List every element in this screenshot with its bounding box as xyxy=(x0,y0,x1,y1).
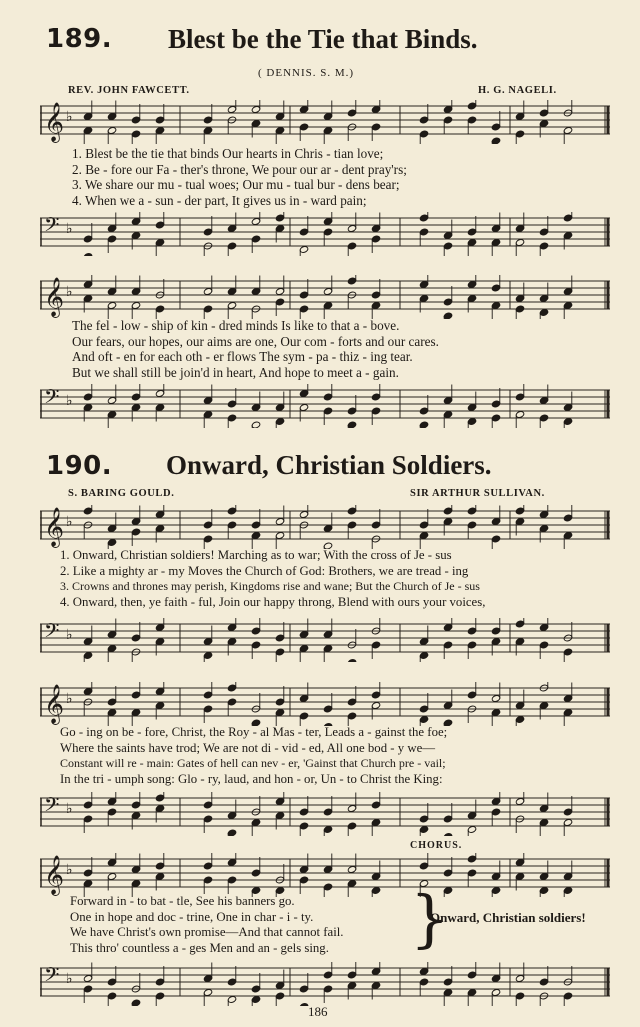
verse-line: 3. Crowns and thrones may perish, Kingdoms rise and wane; But the Church of Je - sus xyxy=(60,579,480,594)
verse-line: In the tri - umph song: Glo - ry, laud, and hon - or, Un - to Christ the King: xyxy=(60,771,443,786)
hymn-190-verses-2 xyxy=(60,725,447,787)
bass-staff xyxy=(40,618,610,662)
bass-staff xyxy=(40,792,610,836)
hymn-189-author: REV. JOHN FAWCETT. xyxy=(68,85,190,96)
hymn-190-composer: SIR ARTHUR SULLIVAN. xyxy=(410,488,545,499)
verse-line: And oft - en for each oth - er flows The sym - pa - thiz - ing tear. xyxy=(72,349,413,365)
svg-text:♭: ♭ xyxy=(66,691,73,707)
hymn-189-tune: ( DENNIS. S. M.) xyxy=(258,67,355,79)
svg-text:𝄞: 𝄞 xyxy=(44,102,65,142)
svg-text:♭: ♭ xyxy=(66,862,73,878)
svg-text:♭: ♭ xyxy=(66,971,73,987)
hymn-190-author: S. BARING GOULD. xyxy=(68,488,175,499)
svg-text:♭: ♭ xyxy=(66,109,73,125)
bass-staff xyxy=(40,212,610,256)
brace: } xyxy=(410,882,450,955)
chorus-label: CHORUS. xyxy=(410,840,463,851)
verse-line: 3. We share our mu - tual woes; Our mu - tual bur - dens bear; xyxy=(72,177,400,193)
verse-line: 4. Onward, then, ye faith - ful, Join our happy throng, Blend with ours your voices, xyxy=(60,594,486,609)
treble-staff xyxy=(40,100,610,144)
hymn-189-verses-2 xyxy=(72,318,439,380)
svg-text:𝄞: 𝄞 xyxy=(44,684,65,724)
verse-line: One in hope and doc - trine, One in char - i - ty. xyxy=(70,909,314,924)
svg-text:𝄢: 𝄢 xyxy=(44,213,60,241)
verse-line: 1. Onward, Christian soldiers! Marching as to war; With the cross of Je - sus xyxy=(60,548,452,562)
hymn-189-composer: H. G. NAGELI. xyxy=(478,85,557,96)
svg-text:♭: ♭ xyxy=(66,801,73,817)
svg-text:♭: ♭ xyxy=(66,221,73,237)
verse-line: Forward in - to bat - tle, See his banners go. xyxy=(70,894,295,908)
svg-text:𝄞: 𝄞 xyxy=(44,277,65,317)
hymn-189-title: Blest be the Tie that Binds. xyxy=(168,24,478,54)
verse-line: The fel - low - ship of kin - dred minds Is like to that a - bove. xyxy=(72,318,400,333)
svg-text:♭: ♭ xyxy=(66,514,73,530)
treble-staff xyxy=(40,853,610,897)
svg-text:𝄢: 𝄢 xyxy=(44,963,60,991)
verse-line: This thro' countless a - ges Men and an - gels sing. xyxy=(70,940,329,955)
svg-text:♭: ♭ xyxy=(66,627,73,643)
treble-staff xyxy=(40,682,610,726)
verse-line: Where the saints have trod; We are not di - vid - ed, All one bod - y we— xyxy=(60,740,436,755)
verse-line: 4. When we a - sun - der part, It gives us in - ward pain; xyxy=(72,192,367,208)
hymn-189-verses-1 xyxy=(72,146,407,208)
page-number: 186 xyxy=(308,1004,328,1019)
svg-text:𝄞: 𝄞 xyxy=(44,507,65,547)
svg-text:♭: ♭ xyxy=(66,393,73,409)
svg-text:𝄞: 𝄞 xyxy=(44,855,65,895)
hymn-190-number: 190. xyxy=(46,451,113,481)
verse-line: But we shall still be join'd in heart, And hope to meet a - gain. xyxy=(72,364,399,380)
verse-line: Go - ing on be - fore, Christ, the Roy - al Mas - ter, Leads a - gainst the foe; xyxy=(60,725,448,739)
treble-staff xyxy=(40,505,610,549)
svg-text:𝄢: 𝄢 xyxy=(44,793,60,821)
bass-staff xyxy=(40,962,610,1006)
svg-text:𝄢: 𝄢 xyxy=(44,385,60,413)
hymn-190-verses-1 xyxy=(60,548,485,610)
refrain-text: Onward, Christian soldiers! xyxy=(430,910,586,925)
bass-staff xyxy=(40,384,610,428)
verse-line: 2. Like a mighty ar - my Moves the Church of God: Brothers, we are tread - ing xyxy=(60,563,469,578)
verse-line: Constant will re - main: Gates of hell can nev - er, 'Gainst that Church pre - vail; xyxy=(60,756,446,771)
hymn-190-verses-3 xyxy=(70,894,344,956)
svg-text:𝄢: 𝄢 xyxy=(44,619,60,647)
verse-line: We have Christ's own promise—And that cannot fail. xyxy=(70,925,344,940)
hymn-190-title: Onward, Christian Soldiers. xyxy=(166,450,492,480)
verse-line: Our fears, our hopes, our aims are one, Our com - forts and our cares. xyxy=(72,333,439,349)
verse-line: 2. Be - fore our Fa - ther's throne, We pour our ar - dent pray'rs; xyxy=(72,161,407,177)
hymn-189-number: 189. xyxy=(46,24,113,54)
svg-text:♭: ♭ xyxy=(66,284,73,300)
treble-staff xyxy=(40,275,610,319)
verse-line: 1. Blest be the tie that binds Our hearts in Chris - tian love; xyxy=(72,146,384,161)
